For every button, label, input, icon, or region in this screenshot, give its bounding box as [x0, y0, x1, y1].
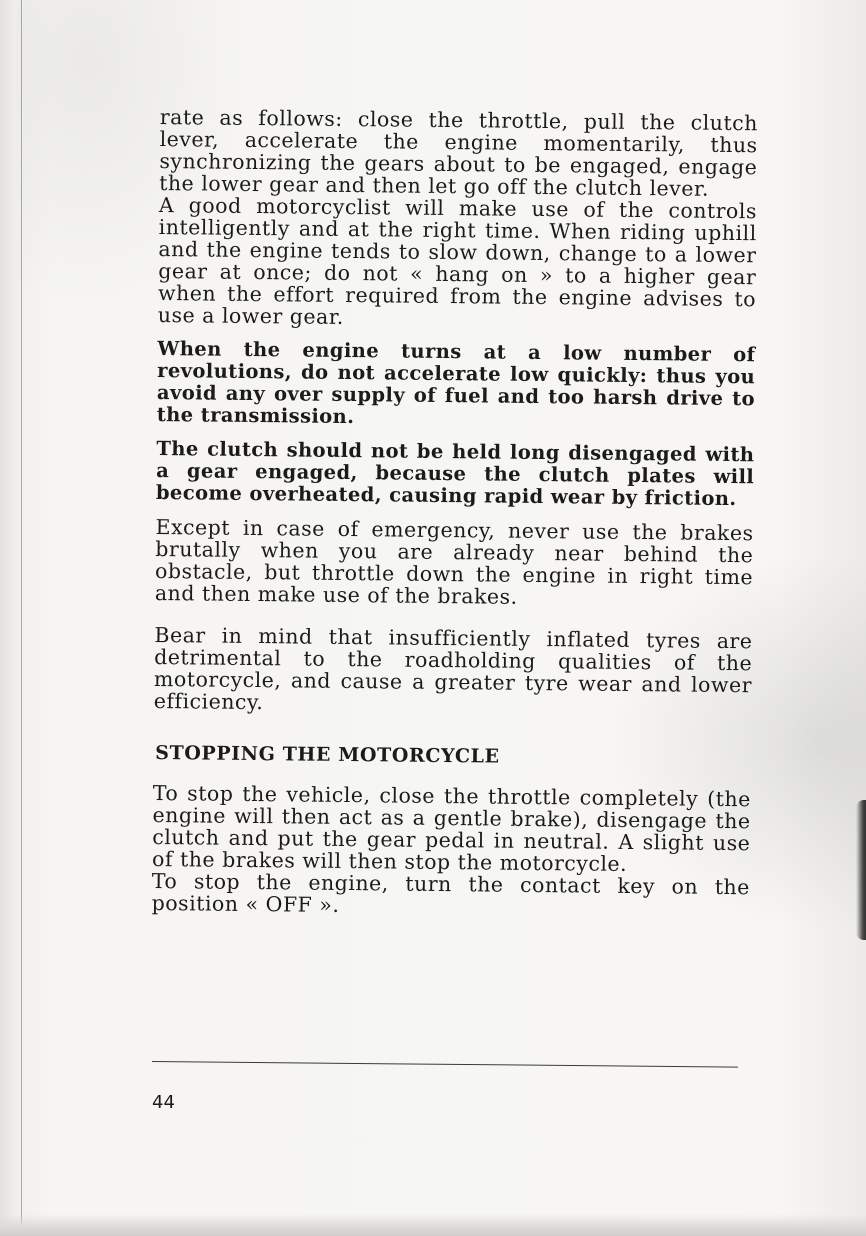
section-heading-stopping: STOPPING THE MOTORCYCLE — [155, 741, 500, 768]
manual-text-body — [152, 106, 758, 920]
page-bottom-edge — [0, 1214, 866, 1236]
page-edge-shadow — [856, 800, 866, 940]
paragraph-stop-engine: To stop the engine, turn the contact key on the position « OFF ». — [151, 868, 750, 917]
footer-divider — [152, 1061, 738, 1068]
warning-clutch-disengaged: The clutch should not be held long disengaged with a gear engaged, because the clutch plates will become overheated, causing rapid wear by friction. — [155, 436, 755, 511]
paragraph-stop-vehicle: To stop the vehicle, close the throttle completely (the engine will then act as a gentle brake), disengage the clutch and put the gear pedal in neutral. A slight use of the brakes will then stop the motorcycle. — [151, 780, 751, 876]
paragraph-tyres: Bear in mind that insufficiently inflated tyres are detrimental to the roadholding qualities of the motorcycle, and cause a greater tyre wear and lower efficiency. — [153, 622, 753, 715]
warning-low-revolutions: When the engine turns at a low number of revolutions, do not accelerate low quickly: thus you avoid any over supply of fuel and too harsh drive to the transmission. — [156, 336, 756, 429]
page-binding-edge — [0, 0, 24, 1236]
paragraph-gear-shift: rate as follows: close the throttle, pull the clutch lever, accelerate the engine momentarily, thus synchronizing the gears about to be engaged, engage the lower gear and then let go off the clutch lever. — [159, 105, 758, 201]
paragraph-brakes: Except in case of emergency, never use the brakes brutally when you are already near behind the obstacle, but throttle down the engine in right time and then make use of the brakes. — [154, 514, 754, 609]
paragraph-controls-usage: A good motorcyclist will make use of the controls intelligently and at the right time. When riding uphill and the engine tends to slow down, change to a lower gear at once; do not « hang on » to a higher gear when the effort required from the engine advises to use a lower gear. — [157, 192, 758, 329]
page-number: 44 — [152, 1092, 175, 1113]
